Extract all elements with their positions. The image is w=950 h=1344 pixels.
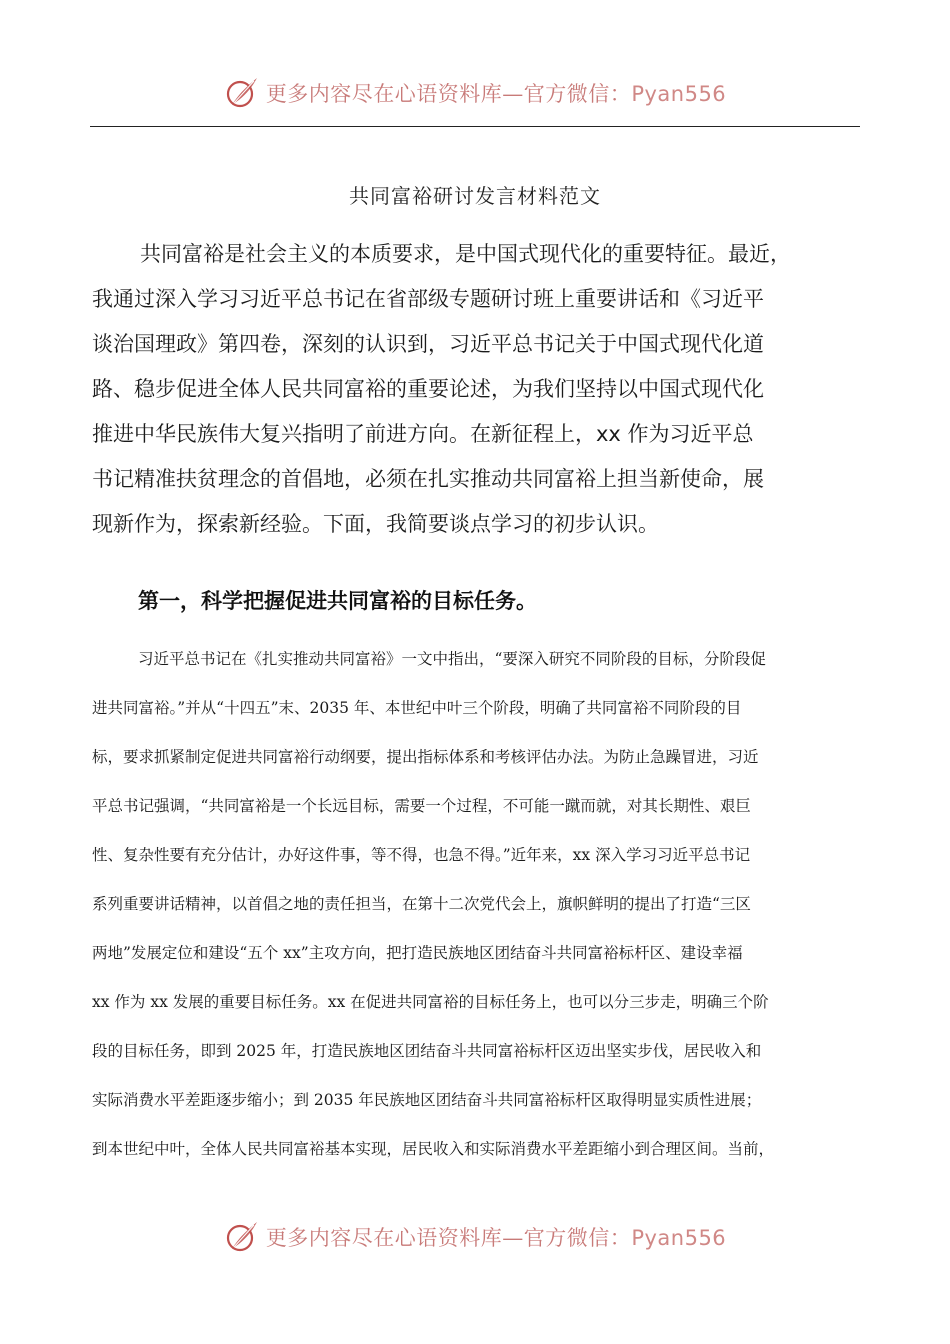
text-line: 共同富裕是社会主义的本质要求，是中国式现代化的重要特征。最近， — [140, 242, 791, 266]
feather-logo-icon — [224, 75, 260, 111]
intro-paragraph — [92, 232, 882, 547]
text-line: xx 作为 xx 发展的重要目标任务。xx 在促进共同富裕的目标任务上，也可以分三步走，明确三个阶 — [92, 993, 769, 1011]
section-paragraph — [92, 635, 882, 1174]
text-line: 书记精准扶贫理念的首倡地，必须在扎实推动共同富裕上担当新使命，展 — [92, 467, 764, 491]
text-line: 现新作为，探索新经验。下面，我简要谈点学习的初步认识。 — [92, 512, 659, 536]
text-line: 系列重要讲话精神，以首倡之地的责任担当，在第十二次党代会上，旗帜鲜明的提出了打造“三区 — [92, 895, 751, 913]
text-line: 两地”发展定位和建设“五个 xx”主攻方向，把打造民族地区团结奋斗共同富裕标杆区、建设幸福 — [92, 944, 743, 962]
footer-watermark — [0, 1217, 950, 1257]
section-heading: 第一，科学把握促进共同富裕的目标任务。 — [138, 589, 537, 613]
text-line: 性、复杂性要有充分估计，办好这件事，等不得，也急不得。”近年来，xx 深入学习习近平总书记 — [92, 846, 751, 864]
text-line: 实际消费水平差距逐步缩小；到 2035 年民族地区团结奋斗共同富裕标杆区取得明显实质性进展； — [92, 1091, 762, 1109]
document-title: 共同富裕研讨发言材料范文 — [349, 184, 601, 208]
text-line: 进共同富裕。”并从“十四五”末、2035 年、本世纪中叶三个阶段，明确了共同富裕不同阶段的目 — [92, 699, 742, 717]
text-line: 我通过深入学习习近平总书记在省部级专题研讨班上重要讲话和《习近平 — [92, 287, 764, 311]
header-watermark — [0, 73, 950, 113]
text-line: 谈治国理政》第四卷，深刻的认识到，习近平总书记关于中国式现代化道 — [92, 332, 764, 356]
feather-logo-icon — [224, 1219, 260, 1255]
text-line: 标，要求抓紧制定促进共同富裕行动纲要，提出指标体系和考核评估办法。为防止急躁冒进，习近 — [92, 748, 759, 766]
text-line: 到本世纪中叶，全体人民共同富裕基本实现，居民收入和实际消费水平差距缩小到合理区间。当前， — [92, 1140, 775, 1158]
watermark-text: 更多内容尽在心语资料库—官方微信：Pyan556 — [265, 1226, 727, 1250]
text-line: 推进中华民族伟大复兴指明了前进方向。在新征程上，xx 作为习近平总 — [92, 422, 754, 446]
header-divider — [90, 126, 860, 127]
watermark-text: 更多内容尽在心语资料库—官方微信：Pyan556 — [265, 82, 727, 106]
text-line: 路、稳步促进全体人民共同富裕的重要论述，为我们坚持以中国式现代化 — [92, 377, 764, 401]
text-line: 习近平总书记在《扎实推动共同富裕》一文中指出，“要深入研究不同阶段的目标，分阶段促 — [138, 650, 766, 668]
text-line: 段的目标任务，即到 2025 年，打造民族地区团结奋斗共同富裕标杆区迈出坚实步伐，居民收入和 — [92, 1042, 762, 1060]
text-line: 平总书记强调，“共同富裕是一个长远目标，需要一个过程，不可能一蹴而就，对其长期性、艰巨 — [92, 797, 751, 815]
